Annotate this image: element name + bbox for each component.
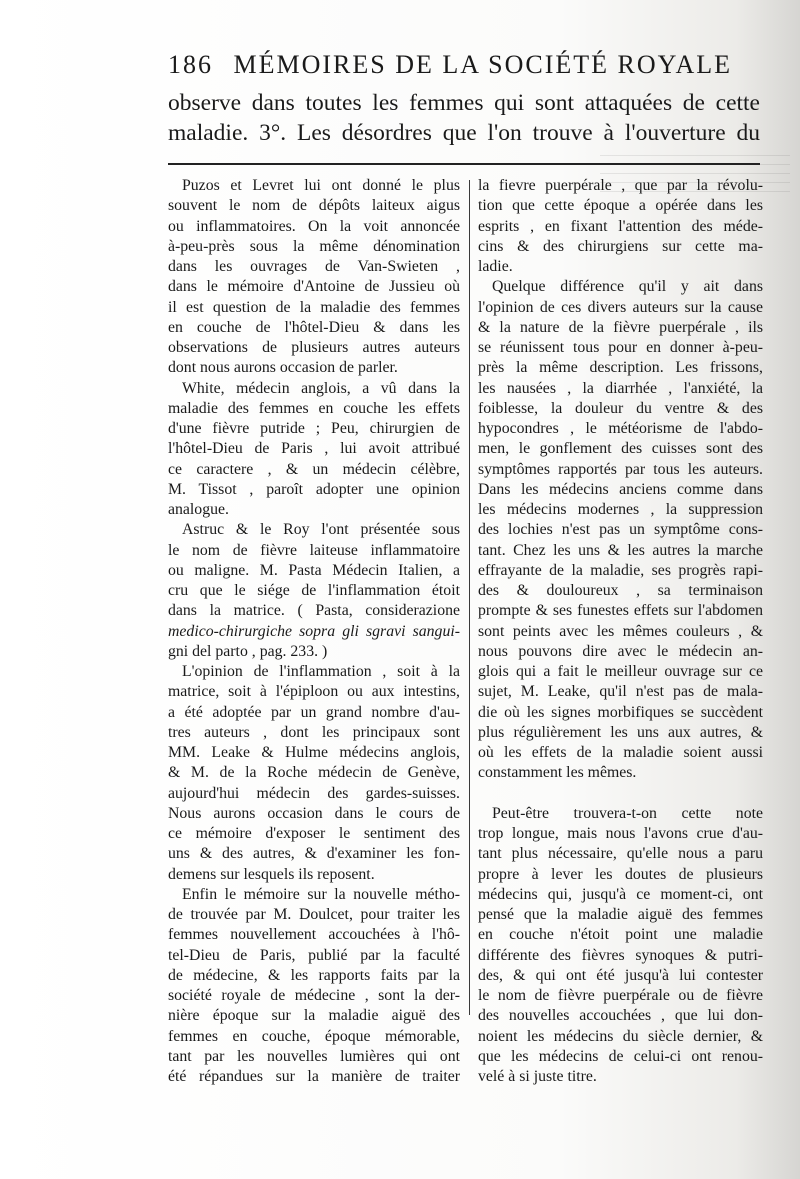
footnote-line: Nous aurons occasion dans le cours de bbox=[168, 804, 460, 822]
footnote-line: analogue. bbox=[168, 501, 229, 518]
footnote-line: d'une fièvre putride ; Peu, chirurgien de bbox=[168, 420, 460, 437]
footnote-line: nous pouvons dire avec le médecin an- bbox=[478, 642, 763, 660]
footnote-line: demens sur lesquels ils reposent. bbox=[168, 865, 375, 883]
footnote-line: tel-Dieu de Paris, publié par la faculté bbox=[168, 946, 460, 964]
footnote-line: foiblesse, la douleur du ventre & des bbox=[478, 399, 763, 417]
footnote-line: Quelque différence qu'il y ait dans bbox=[492, 278, 763, 296]
footnote-line: dans les ouvrages de Van-Swieten , bbox=[168, 258, 460, 275]
footnote-line: medico-chirurgiche sopra gli sgravi sangui- bbox=[168, 622, 460, 640]
footnote-line: velé à si juste titre. bbox=[478, 1068, 597, 1085]
footnote-line: tres auteurs , dont les principaux sont bbox=[168, 723, 460, 741]
footnote-line: ou maligne. M. Pasta Médecin Italien, a bbox=[168, 561, 460, 579]
footnote-line: ce mémoire d'exposer le sentiment des bbox=[168, 825, 460, 842]
footnote-line: constamment les mêmes. bbox=[478, 764, 637, 782]
footnote-line: se réunissent tous pour en donner à-peu- bbox=[478, 339, 763, 356]
footnote-line: dans la matrice. ( Pasta, considerazione bbox=[168, 602, 460, 620]
footnote-line: à-peu-près sous la même dénomination bbox=[168, 237, 460, 255]
running-header bbox=[168, 50, 733, 80]
footnote-line: dont nous aurons occasion de parler. bbox=[168, 359, 398, 377]
footnote-line: les médecins modernes , la suppression bbox=[478, 501, 763, 518]
footnote-line: symptômes rapportés par tous les auteurs. bbox=[478, 460, 763, 478]
footnote-line: des nouvelles accouchées , que lui don- bbox=[478, 1007, 763, 1025]
footnote-line: que les médecins de celui-ci ont renou- bbox=[478, 1047, 763, 1065]
footnote-line: Dans les médecins anciens comme dans bbox=[478, 480, 763, 498]
footnote-line: des & douloureux , sa terminaison bbox=[478, 582, 763, 599]
footnote-line: tant par les nouvelles lumières qui ont bbox=[168, 1047, 460, 1065]
footnote-line: le nom de fièvre laiteuse inflammatoire bbox=[168, 541, 460, 559]
footnote-line: uns & des autres, & d'examiner les fon- bbox=[168, 845, 460, 863]
footnote-line: de médecine, & les rapports faits par la bbox=[168, 966, 460, 984]
footnote-line: tion que cette époque a opérée dans les bbox=[478, 197, 763, 215]
footnote-line: plus régulièrement les uns aux autres, & bbox=[478, 723, 763, 741]
running-title: MÉMOIRES DE LA SOCIÉTÉ ROYALE bbox=[233, 50, 733, 79]
footnote-line: Puzos et Levret lui ont donné le plus bbox=[182, 177, 460, 194]
footnote-line: différente des fièvres synoques & putri- bbox=[478, 946, 763, 964]
footnote-left-column bbox=[168, 176, 460, 1087]
footnote-line: trop longue, mais nous l'avons crue d'au- bbox=[478, 825, 763, 842]
footnote-line: & la nature de la fièvre puerpérale , ils bbox=[478, 318, 763, 336]
footnote-line: ladie. bbox=[478, 258, 513, 275]
footnote-line: cru que le siége de l'inflammation étoit bbox=[168, 582, 460, 599]
footnote-line: men, le gonflement des cuisses sont des bbox=[478, 440, 763, 458]
footnote-line: nière époque sur la maladie aiguë des bbox=[168, 1007, 460, 1025]
footnote-line: les nausées , la diarrhée , l'anxiété, la bbox=[478, 379, 763, 397]
footnote-line: cins & des chirurgiens sur cette ma- bbox=[478, 237, 763, 255]
footnote-line: des, & qui ont été jusqu'à lui contester bbox=[478, 966, 763, 984]
footnote-line: propre à lever les doutes de plusieurs bbox=[478, 865, 763, 883]
footnote-line: l'opinion de ces divers auteurs sur la cause bbox=[478, 298, 763, 316]
footnote-line: hypocondres , le météorisme de l'abdo- bbox=[478, 420, 763, 437]
text-line: maladie. 3°. Les désordres que l'on trouve à l'ouverture du bbox=[168, 120, 760, 146]
footnote-line: des lochies n'est pas un symptôme cons- bbox=[478, 521, 763, 539]
footnote-line: observations de plusieurs autres auteurs bbox=[168, 339, 460, 356]
footnote-line: de trouvée par M. Doulcet, pour traiter les bbox=[168, 906, 460, 923]
footnote-line: maladie des femmes en couche les effets bbox=[168, 399, 460, 417]
footnote-line: sont peints avec les mêmes couleurs , & bbox=[478, 622, 763, 640]
footnote-line: gni del parto , pag. 233. ) bbox=[168, 642, 328, 660]
footnote-line: matrice, soit à l'épiploon ou aux intestins, bbox=[168, 683, 460, 701]
footnote-line: pensé que la maladie aiguë des femmes bbox=[478, 906, 763, 923]
footnote-line: White, médecin anglois, a vû dans la bbox=[182, 379, 460, 397]
main-text-continuation bbox=[168, 88, 760, 148]
footnote-line: dans le mémoire d'Antoine de Jussieu où bbox=[168, 278, 460, 296]
footnote-line: M. Tissot , paroît adopter une opinion bbox=[168, 480, 460, 498]
text-line: observe dans toutes les femmes qui sont attaquées de cette bbox=[168, 90, 760, 116]
footnote-line: esprits , en fixant l'attention des méde- bbox=[478, 217, 763, 235]
footnote-right-column bbox=[478, 176, 763, 1087]
footnote-line: MM. Leake & Hulme médecins anglois, bbox=[168, 744, 460, 761]
footnote-line: aujourd'hui médecin des gardes-suisses. bbox=[168, 784, 460, 802]
footnote-line: & M. de la Roche médecin de Genève, bbox=[168, 764, 460, 782]
footnote-line: tant. Chez les uns & les autres la marche bbox=[478, 541, 763, 559]
footnote-line: l'hôtel-Dieu de Paris , lui avoit attribué bbox=[168, 440, 460, 458]
footnote-line: femmes en couche, époque mémorable, bbox=[168, 1027, 460, 1045]
footnote-line: die où les signes morbifiques se succèdent bbox=[478, 703, 763, 721]
footnote-line: prompte & ses funestes effets sur l'abdomen bbox=[478, 602, 763, 620]
page-number: 186 bbox=[168, 50, 213, 79]
footnote-line: sujet, M. Leake, qu'il n'est pas de mala- bbox=[478, 683, 763, 701]
footnote-line: tant plus nécessaire, qu'elle nous a paru bbox=[478, 845, 763, 863]
footnote-line: L'opinion de l'inflammation , soit à la bbox=[182, 663, 460, 680]
footnote-rule bbox=[168, 163, 760, 165]
footnote-line: femmes nouvellement accouchées à l'hô- bbox=[168, 926, 460, 944]
footnote-line: effrayante de la maladie, ses progrès rapi- bbox=[478, 561, 763, 579]
footnote-line: glois qui a fait le meilleur ouvrage sur ce bbox=[478, 663, 763, 680]
column-divider bbox=[469, 180, 470, 1015]
footnote-line: il est question de la maladie des femmes bbox=[168, 298, 460, 316]
footnote-line: noient les médecins du siècle dernier, & bbox=[478, 1027, 763, 1045]
footnote-line: Peut-être trouvera-t-on cette note bbox=[492, 804, 763, 822]
footnote-line: a été adoptée par un grand nombre d'au- bbox=[168, 703, 460, 721]
footnote-line: Astruc & le Roy l'ont présentée sous bbox=[182, 521, 460, 539]
footnote-line: la fievre puerpérale , que par la révolu- bbox=[478, 177, 763, 194]
footnote-line: été répandues sur la manière de traiter bbox=[168, 1068, 460, 1085]
footnote-line: où les effets de la maladie soient aussi bbox=[478, 744, 763, 761]
footnote-line: près la même description. Les frissons, bbox=[478, 359, 763, 377]
footnote-line bbox=[478, 784, 763, 804]
footnote-line: ce caractere , & un médecin célèbre, bbox=[168, 460, 460, 478]
footnote-line: ou inflammatoires. On la voit annoncée bbox=[168, 217, 460, 235]
footnote-line: société royale de médecine , sont la der- bbox=[168, 987, 460, 1004]
footnote-line: souvent le nom de dépôts laiteux aigus bbox=[168, 197, 460, 215]
footnote-line: Enfin le mémoire sur la nouvelle métho- bbox=[182, 885, 460, 903]
footnote-line: en couche de l'hôtel-Dieu & dans les bbox=[168, 318, 460, 336]
footnote-line: le nom de fièvre puerpérale ou de fièvre bbox=[478, 987, 763, 1004]
footnote-line: en couche n'étoit point une maladie bbox=[478, 926, 763, 944]
footnote-line: médecins qui, jusqu'à ce moment-ci, ont bbox=[478, 885, 763, 903]
